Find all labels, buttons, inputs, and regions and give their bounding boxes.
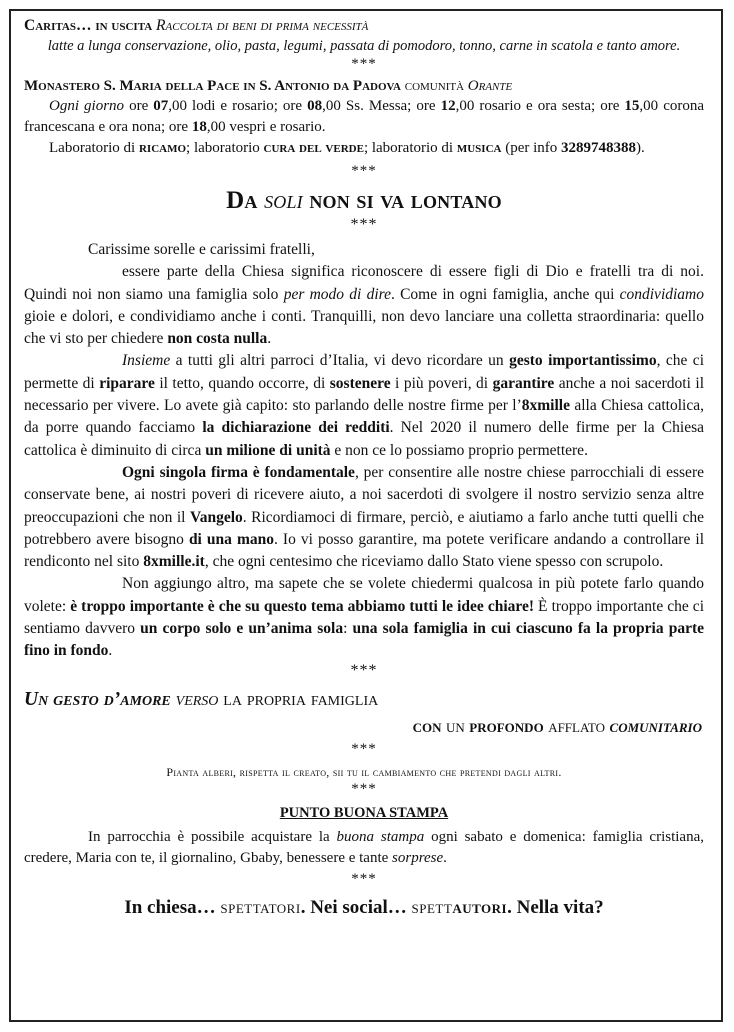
separator: ***: [351, 56, 377, 72]
bulletin-page: [24, 16, 704, 921]
monastero-community: comunità: [404, 78, 465, 94]
gesto-part: profondo: [469, 715, 544, 736]
labs-text: (per info: [501, 140, 562, 156]
lab-ricamo: ricamo: [138, 140, 187, 156]
info-phone: 3289748388: [561, 140, 637, 156]
stampa-text: In parrocchia è possibile acquistare la: [88, 828, 337, 845]
letter-emphasis: 8xmille: [521, 397, 570, 415]
stampa-text: ogni sabato e domenica: famiglia cristiana, credere, Maria con te, il giornalino, Gbaby, benessere e tante: [24, 828, 704, 866]
letter-text: .: [108, 642, 113, 660]
schedule-hour: 07: [153, 98, 169, 114]
gesto-part: Un gesto d’amore: [24, 688, 171, 710]
separator: ***: [351, 780, 377, 797]
letter-emphasis: di una mano: [188, 530, 274, 548]
letter-text: essere parte della Chiesa significa riconoscere di essere figli di Dio e fratelli tra di noi. Quindi noi non siamo una famiglia solo: [24, 263, 704, 303]
closing-part: In chiesa…: [124, 896, 221, 918]
lab-cura-verde: cura del verde: [263, 140, 364, 156]
letter-text: Insieme: [122, 352, 171, 370]
letter-text: . Come in ogni famiglia, anche qui: [390, 285, 620, 303]
gesto-part: comunitario: [609, 715, 702, 736]
letter-text: il tetto, quando occorre, di: [154, 374, 330, 392]
closing-spettatori: spettatori: [220, 896, 301, 918]
schedule-hour: 12: [440, 98, 456, 114]
closing-part: . Nella vita?: [507, 896, 604, 918]
schedule-hour: 15: [624, 98, 640, 114]
letter-text: e non ce lo possiamo proprio permettere.: [330, 441, 588, 459]
labs-text: Laboratorio di: [49, 140, 139, 156]
separator: ***: [350, 661, 378, 679]
caritas-items: latte a lunga conservazione, olio, pasta, legumi, passata di pomodoro, tonno, carne in scatola e tanto amore.: [47, 38, 681, 54]
buona-stampa-text: [24, 827, 704, 869]
closing-autori: autori: [452, 896, 508, 918]
motto: Pianta alberi, rispetta il creato, sii tu il cambiamento che pretendi dagli altri.: [166, 764, 562, 779]
letter-text: condividiamo: [619, 285, 704, 303]
letter-text: i più poveri, di: [390, 374, 493, 392]
title-part: Da: [226, 187, 265, 214]
gesto-line-2: [24, 713, 704, 739]
gesto-part: la propria famiglia: [218, 688, 379, 710]
labs-text: ; laboratorio: [186, 140, 264, 156]
schedule-text: ,00 vespri e rosario.: [206, 119, 326, 135]
letter-text: , per consentire alle nostre chiese parrocchiali di essere conservate bene, ai nostri poveri di ricevere aiuto, a noi sacerdoti di svolgere il nostro servizio senza altre preoccupazioni che non il: [24, 463, 704, 526]
letter-emphasis: una sola famiglia in cui ciascuno fa la propria parte fino in fondo: [24, 620, 704, 660]
letter-paragraph-1: [24, 261, 704, 350]
letter-text: È troppo importante che ci sentiamo davvero: [24, 597, 704, 638]
title-part-soli: soli: [264, 187, 303, 214]
gesto-part: verso: [170, 688, 219, 710]
letter-text: . Io vi posso garantire, ma potete verificare andando a controllare il rendiconto nel sito: [24, 530, 704, 571]
letter-emphasis: garantire: [492, 374, 555, 392]
caritas-label: Caritas… in uscita: [24, 17, 153, 34]
letter-emphasis: la dichiarazione dei redditi: [202, 419, 390, 437]
letter-text: . Nel 2020 il numero delle firme per la Chiesa cattolica è diminuito di circa: [24, 419, 704, 459]
letter-emphasis: Vangelo: [189, 508, 243, 526]
separator: ***: [351, 740, 377, 757]
closing-part: . Nei social…: [300, 896, 412, 918]
website-8xmille: 8xmille.it: [143, 553, 205, 571]
closing-spett: spett: [411, 896, 453, 918]
separator: ***: [350, 216, 378, 233]
stampa-text: sorprese: [392, 849, 444, 866]
monastero-name: Monastero S. Maria della Pace in S. Antonio da Padova: [24, 78, 401, 94]
schedule-text: ,00 corona francescana e ora nona; ore: [24, 98, 705, 135]
letter-emphasis: è troppo importante è che su questo tema abbiamo tutti le idee chiare!: [70, 597, 535, 615]
gesto-part: un: [441, 715, 470, 736]
letter-emphasis: sostenere: [329, 374, 391, 392]
letter-emphasis: non costa nulla: [167, 330, 268, 348]
labs-text: ; laboratorio di: [363, 140, 457, 156]
letter-text: , che ogni centesimo che riceviamo dallo Stato viene spesso con scrupolo.: [204, 553, 664, 571]
separator: ***: [351, 870, 377, 887]
buona-stampa-title: PUNTO BUONA STAMPA: [279, 804, 449, 821]
caritas-heading: [24, 16, 704, 36]
letter-paragraph-3: [24, 462, 704, 573]
labs-text: ).: [636, 140, 645, 156]
schedule-text: ,00 lodi e rosario; ore: [168, 98, 308, 114]
letter-greeting: Carissime sorelle e carissimi fratelli,: [88, 241, 315, 258]
letter-text: :: [343, 620, 353, 638]
letter-paragraph-4: [24, 573, 704, 662]
schedule-text: ,00 rosario e ora sesta; ore: [455, 98, 625, 114]
letter-text: gioie e dolori, e condividiamo anche i conti. Tranquilli, non devo lanciare una colletta straordinaria: quello che vi sto per chiedere: [24, 307, 704, 348]
gesto-line-1: [24, 687, 704, 713]
letter-text: a tutti gli altri parroci d’Italia, vi devo ricordare un: [170, 352, 510, 370]
caritas-subtitle: Raccolta di beni di prima necessità: [156, 17, 369, 34]
stampa-text: buona stampa: [336, 828, 425, 845]
letter-text: . Ricordiamoci di firmare, perciò, e aiutiamo a farlo anche tutti quelli che potrebbero avere bisogno: [24, 508, 704, 548]
schedule-hour: 08: [307, 98, 323, 114]
main-title: [24, 185, 704, 217]
letter-text: anche a noi sacerdoti il necessario per vivere. Lo avete già capito: sto parlando delle nostre firme per l’: [24, 374, 704, 415]
monastero-community-orante: Orante: [467, 78, 513, 94]
monastero-heading: [24, 76, 704, 96]
separator: ***: [351, 163, 377, 179]
stampa-text: .: [443, 849, 447, 866]
monastero-labs: [24, 138, 704, 159]
letter-text: .: [267, 330, 272, 348]
gesto-part: con: [412, 715, 442, 736]
schedule-text: ,00 Ss. Messa; ore: [322, 98, 441, 114]
schedule-text: ore: [124, 98, 154, 114]
letter-emphasis: Ogni singola firma è fondamentale: [122, 463, 355, 481]
closing-line: [24, 895, 704, 921]
letter-text: , che ci permette di: [24, 352, 704, 392]
letter-text: per modo di dire: [283, 285, 391, 303]
schedule-text: Ogni giorno: [49, 98, 125, 114]
letter-emphasis: un milione di unità: [205, 441, 331, 459]
monastero-schedule: [24, 96, 704, 138]
letter-emphasis: un corpo solo e un’anima sola: [140, 620, 344, 638]
letter-emphasis: gesto importantissimo: [509, 352, 657, 370]
lab-musica: musica: [456, 140, 502, 156]
letter-text: alla Chiesa cattolica, da porre quando facciamo: [24, 397, 704, 437]
schedule-hour: 18: [191, 119, 207, 135]
letter-emphasis: riparare: [99, 374, 155, 392]
letter-text: Non aggiungo altro, ma sapete che se volete chiedermi qualcosa in più potete farlo quando volete:: [24, 575, 704, 615]
title-part: non si va lontano: [302, 187, 502, 214]
gesto-part: afflato: [543, 715, 610, 736]
letter-paragraph-2: [24, 350, 704, 461]
